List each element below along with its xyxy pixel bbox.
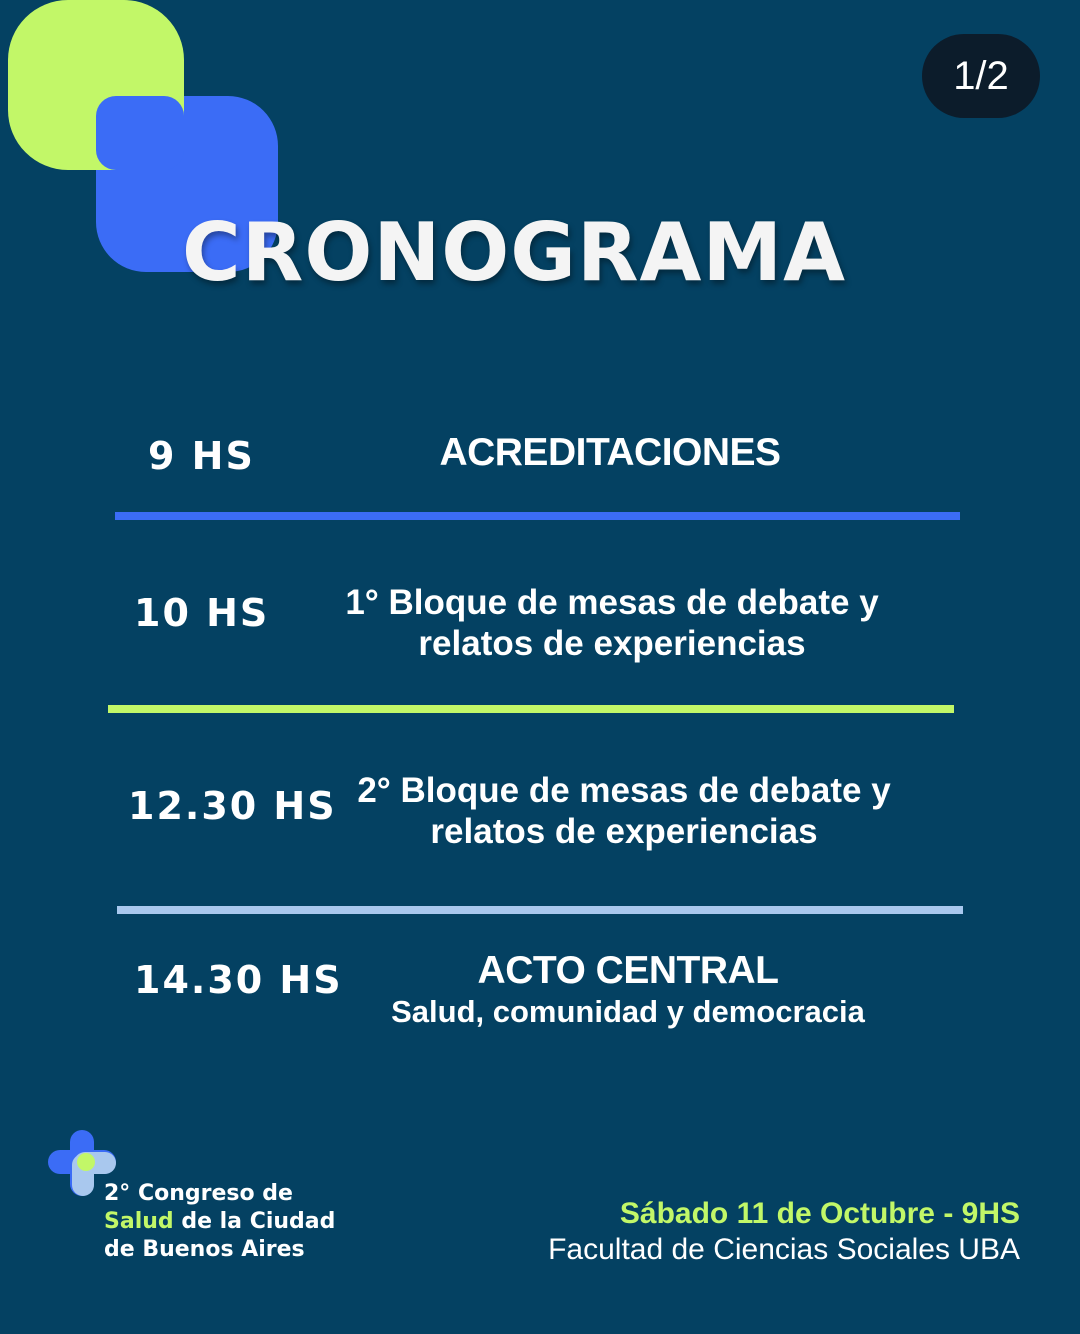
activity-line-1: 1° Bloque de mesas de debate y xyxy=(345,583,879,622)
page-counter-badge xyxy=(922,34,1040,118)
schedule-activity xyxy=(342,770,906,852)
divider-blue xyxy=(115,512,960,520)
congress-name-line-2 xyxy=(104,1208,335,1236)
schedule-activity xyxy=(346,950,910,1032)
schedule-time: 14.30 HS xyxy=(134,958,343,1002)
schedule-time: 10 HS xyxy=(134,591,270,635)
page-title: CRONOGRAMA xyxy=(182,206,846,299)
activity-line-2: relatos de experiencias xyxy=(430,812,818,851)
schedule-time: 12.30 HS xyxy=(128,784,337,828)
event-info xyxy=(548,1196,1020,1268)
congress-name xyxy=(104,1180,335,1264)
event-date: Sábado 11 de Octubre - 9HS xyxy=(619,1197,1020,1230)
schedule-activity xyxy=(330,432,890,473)
congress-name-line-1: 2° Congreso de xyxy=(104,1181,293,1206)
activity-line-2: relatos de experiencias xyxy=(418,624,806,663)
congress-name-line-3: de Buenos Aires xyxy=(104,1237,305,1262)
activity-title: ACREDITACIONES xyxy=(439,431,781,474)
activity-line-1: 2° Bloque de mesas de debate y xyxy=(357,771,891,810)
schedule-time: 9 HS xyxy=(148,434,255,478)
divider-green xyxy=(108,705,954,713)
congress-name-line-2-rest: de la Ciudad xyxy=(173,1209,336,1234)
event-venue: Facultad de Ciencias Sociales UBA xyxy=(548,1233,1020,1266)
schedule-activity xyxy=(330,582,894,664)
activity-subtitle: Salud, comunidad y democracia xyxy=(391,994,865,1029)
divider-light-blue xyxy=(117,906,963,914)
activity-title: ACTO CENTRAL xyxy=(477,949,779,992)
page-counter-text: 1/2 xyxy=(953,53,1009,98)
congress-name-highlight: Salud xyxy=(104,1209,174,1234)
